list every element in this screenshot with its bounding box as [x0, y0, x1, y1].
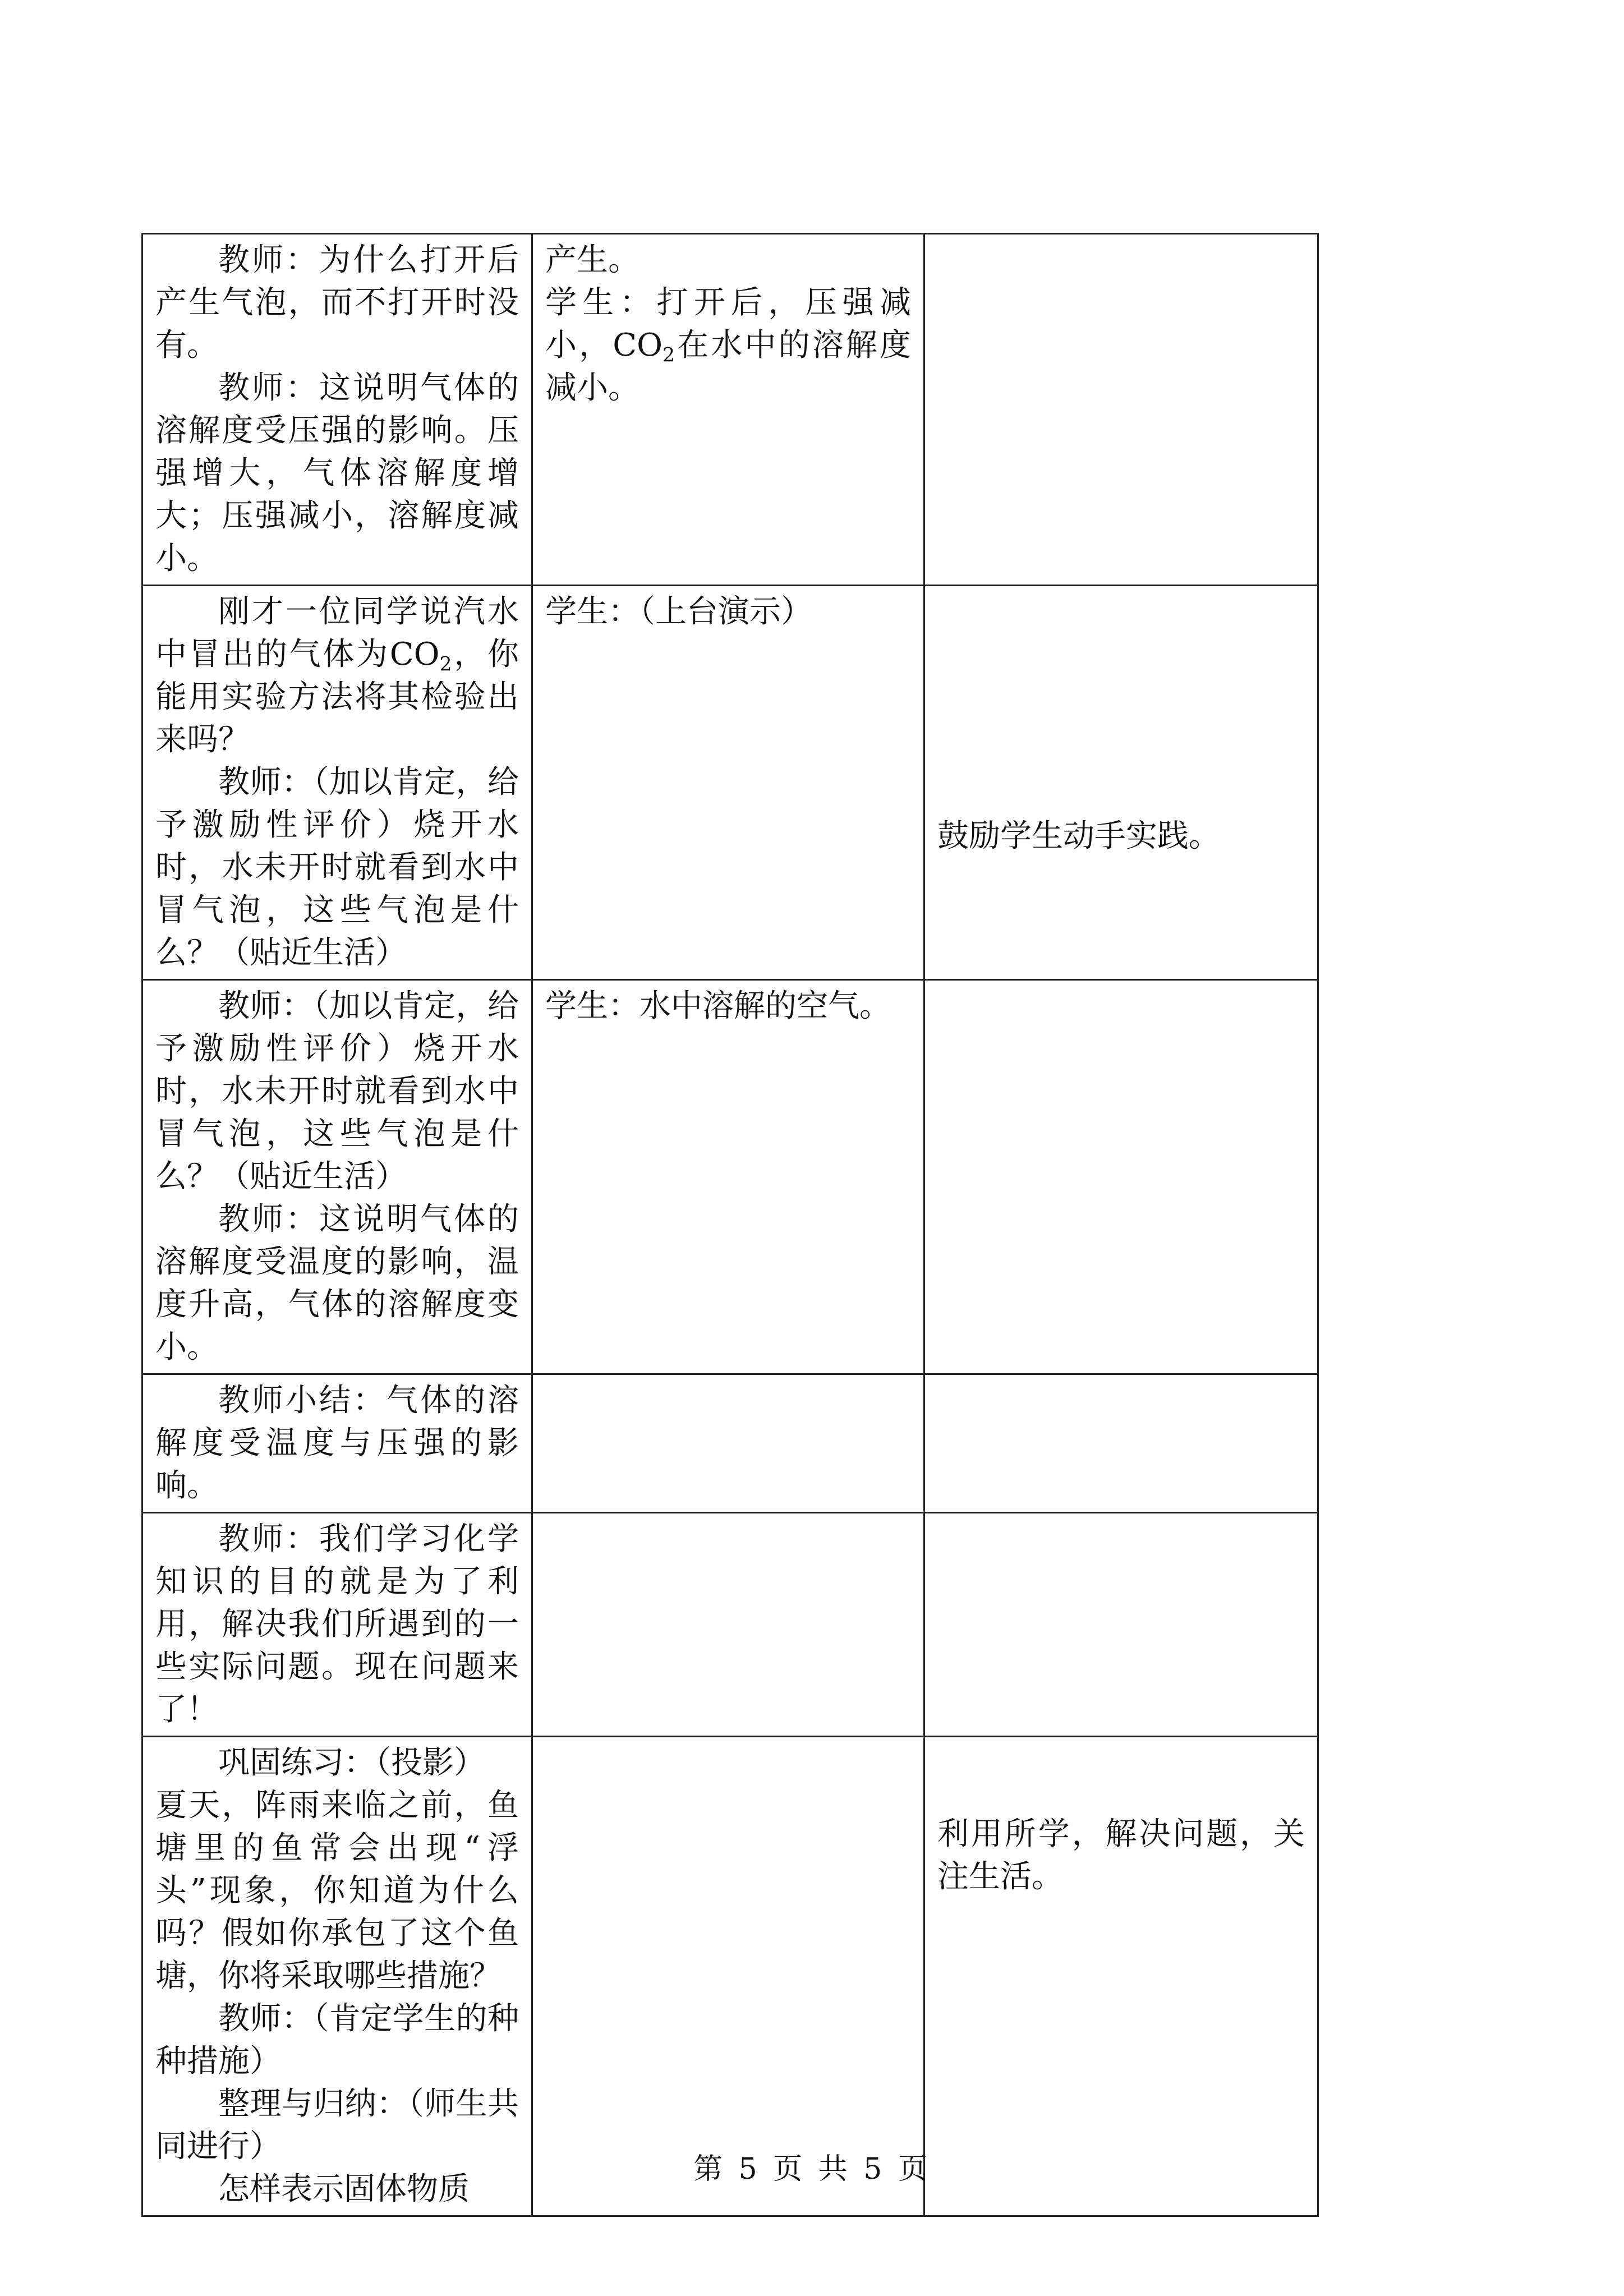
cell-paragraph: 利用所学，解决问题，关注生活。	[937, 1816, 1305, 1895]
cell-paragraph: 教师：这说明气体的溶解度受压强的影响。压强增大，气体溶解度增大；压强减小，溶解度减小。	[155, 370, 519, 577]
student-activity-cell	[532, 1374, 924, 1513]
cell-paragraph: 学生：打开后，压强减小，$CO_2$在水中的溶解度减小。	[545, 284, 912, 406]
cell-paragraph: 产生。	[545, 242, 640, 278]
table-row	[142, 234, 1318, 586]
design-intent-cell	[924, 1737, 1318, 2216]
table-row	[142, 586, 1318, 980]
design-intent-cell	[924, 234, 1318, 586]
cell-paragraph: 夏天，阵雨来临之前，鱼塘里的鱼常会出现“浮头”现象，你知道为什么吗？假如你承包了这个鱼塘，你将采取哪些措施？	[155, 1787, 519, 1994]
cell-paragraph: 怎样表示固体物质	[218, 2171, 470, 2207]
cell-paragraph: 鼓励学生动手实践。	[937, 818, 1220, 854]
cell-paragraph: 整理与归纳：（师生共同进行）	[155, 2086, 519, 2165]
design-intent-cell	[924, 980, 1318, 1374]
teacher-activity-cell	[142, 1513, 532, 1737]
cell-paragraph: 教师小结：气体的溶解度受温度与压强的影响。	[155, 1382, 519, 1504]
table-row	[142, 1513, 1318, 1737]
cell-paragraph: 教师：（加以肯定，给予激励性评价）烧开水时，水未开时就看到水中冒气泡，这些气泡是什么？（贴近生活）	[155, 764, 519, 971]
table-row	[142, 1737, 1318, 2216]
cell-paragraph: 教师：（加以肯定，给予激励性评价）烧开水时，水未开时就看到水中冒气泡，这些气泡是什么？（贴近生活）	[155, 988, 519, 1195]
lesson-plan-table	[141, 233, 1319, 2217]
teacher-activity-cell	[142, 1737, 532, 2216]
teacher-activity-cell	[142, 586, 532, 980]
design-intent-cell	[924, 586, 1318, 980]
design-intent-cell	[924, 1374, 1318, 1513]
student-activity-cell	[532, 234, 924, 586]
table-row	[142, 1374, 1318, 1513]
cell-paragraph: 教师：这说明气体的溶解度受温度的影响，温度升高，气体的溶解度变小。	[155, 1201, 519, 1365]
teacher-activity-cell	[142, 1374, 532, 1513]
cell-paragraph: 学生：水中溶解的空气。	[545, 988, 891, 1024]
student-activity-cell	[532, 1737, 924, 2216]
design-intent-cell	[924, 1513, 1318, 1737]
student-activity-cell	[532, 586, 924, 980]
cell-paragraph: 教师：为什么打开后产生气泡，而不打开时没有。	[155, 242, 519, 364]
page-number-footer: 第 5 页 共 5 页	[693, 2152, 931, 2186]
student-activity-cell	[532, 1513, 924, 1737]
teacher-activity-cell	[142, 234, 532, 586]
student-activity-cell	[532, 980, 924, 1374]
cell-paragraph: 学生：（上台演示）	[545, 593, 812, 630]
cell-paragraph: 教师：（肯定学生的种种措施）	[155, 2000, 519, 2079]
cell-paragraph: 教师：我们学习化学知识的目的就是为了利用，解决我们所遇到的一些实际问题。现在问题来了！	[155, 1521, 519, 1728]
table-row	[142, 980, 1318, 1374]
teacher-activity-cell	[142, 980, 532, 1374]
cell-paragraph: 刚才一位同学说汽水中冒出的气体为$CO_2$，你能用实验方法将其检验出来吗？	[155, 593, 519, 758]
cell-paragraph: 巩固练习：（投影）	[218, 1745, 485, 1781]
